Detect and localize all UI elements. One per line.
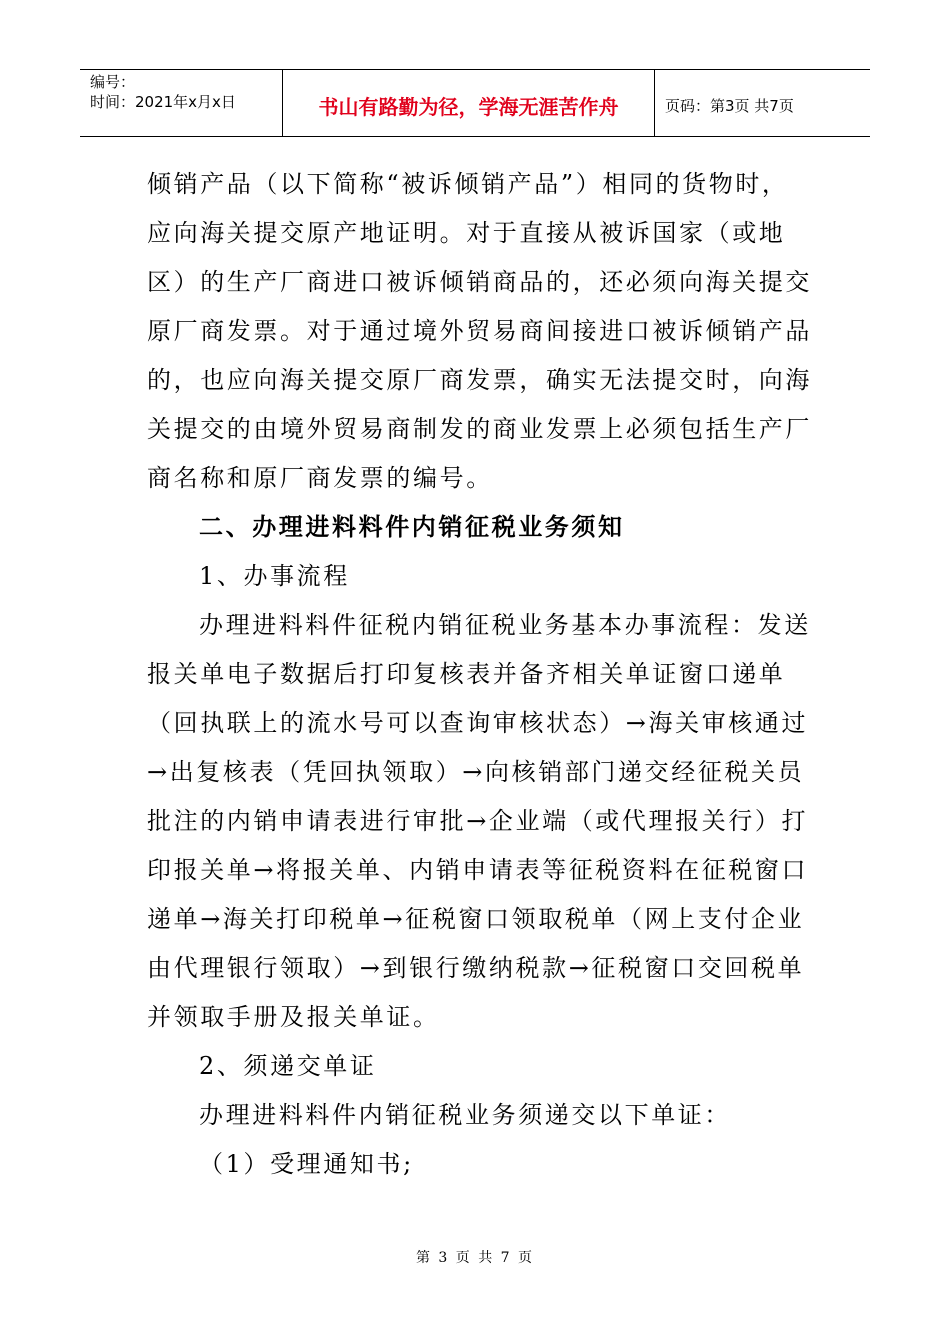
motto-text: 书山有路勤为径，学海无涯苦作舟 bbox=[318, 94, 619, 119]
header-meta bbox=[80, 70, 283, 136]
page-header bbox=[80, 69, 870, 137]
flow-line: （回执联上的流水号可以查询审核状态）→海关审核通过 bbox=[147, 709, 809, 737]
subsection-heading-process: 1、办事流程 bbox=[199, 562, 350, 590]
flow-line: 由代理银行领取）→到银行缴纳税款→征税窗口交回税单 bbox=[147, 954, 805, 982]
body-line: 区）的生产厂商进口被诉倾销商品的，还必须向海关提交 bbox=[147, 268, 812, 296]
flow-line: 印报关单→将报关单、内销申请表等征税资料在征税窗口 bbox=[147, 856, 809, 884]
section-heading: 二、办理进料料件内销征税业务须知 bbox=[199, 513, 625, 541]
body-line: 商名称和原厂商发票的编号。 bbox=[147, 464, 493, 492]
body-line: 应向海关提交原产地证明。对于直接从被诉国家（或地 bbox=[147, 219, 786, 247]
flow-line: →出复核表（凭回执领取）→向核销部门递交经征税关员 bbox=[147, 758, 805, 786]
document-date: 时间：2021年x月x日 bbox=[90, 93, 236, 111]
body-line: 的，也应向海关提交原厂商发票，确实无法提交时，向海 bbox=[147, 366, 812, 394]
flow-line: 批注的内销申请表进行审批→企业端（或代理报关行）打 bbox=[147, 807, 809, 835]
page-info-text: 页码：第3页 共7页 bbox=[665, 96, 794, 115]
flow-line: 并领取手册及报关单证。 bbox=[147, 1003, 440, 1031]
page-footer: 第 3 页 共 7 页 bbox=[415, 1250, 535, 1266]
header-motto bbox=[283, 70, 655, 136]
flow-line: 办理进料料件征税内销征税业务基本办事流程：发送 bbox=[199, 611, 811, 639]
body-line: 原厂商发票。对于通过境外贸易商间接进口被诉倾销产品 bbox=[147, 317, 812, 345]
subsection-heading-documents: 2、须递交单证 bbox=[199, 1052, 377, 1080]
body-line: 关提交的由境外贸易商制发的商业发票上必须包括生产厂 bbox=[147, 415, 812, 443]
flow-line: 报关单电子数据后打印复核表并备齐相关单证窗口递单 bbox=[147, 660, 786, 688]
flow-line: 递单→海关打印税单→征税窗口领取税单（网上支付企业 bbox=[147, 905, 805, 933]
document-number-label: 编号： bbox=[90, 73, 136, 91]
header-page-info bbox=[655, 70, 870, 136]
documents-intro: 办理进料料件内销征税业务须递交以下单证： bbox=[199, 1101, 731, 1129]
document-body bbox=[147, 160, 812, 1189]
body-line: 倾销产品（以下简称“被诉倾销产品”）相同的货物时， bbox=[147, 170, 789, 198]
documents-item: （1）受理通知书; bbox=[199, 1150, 414, 1178]
